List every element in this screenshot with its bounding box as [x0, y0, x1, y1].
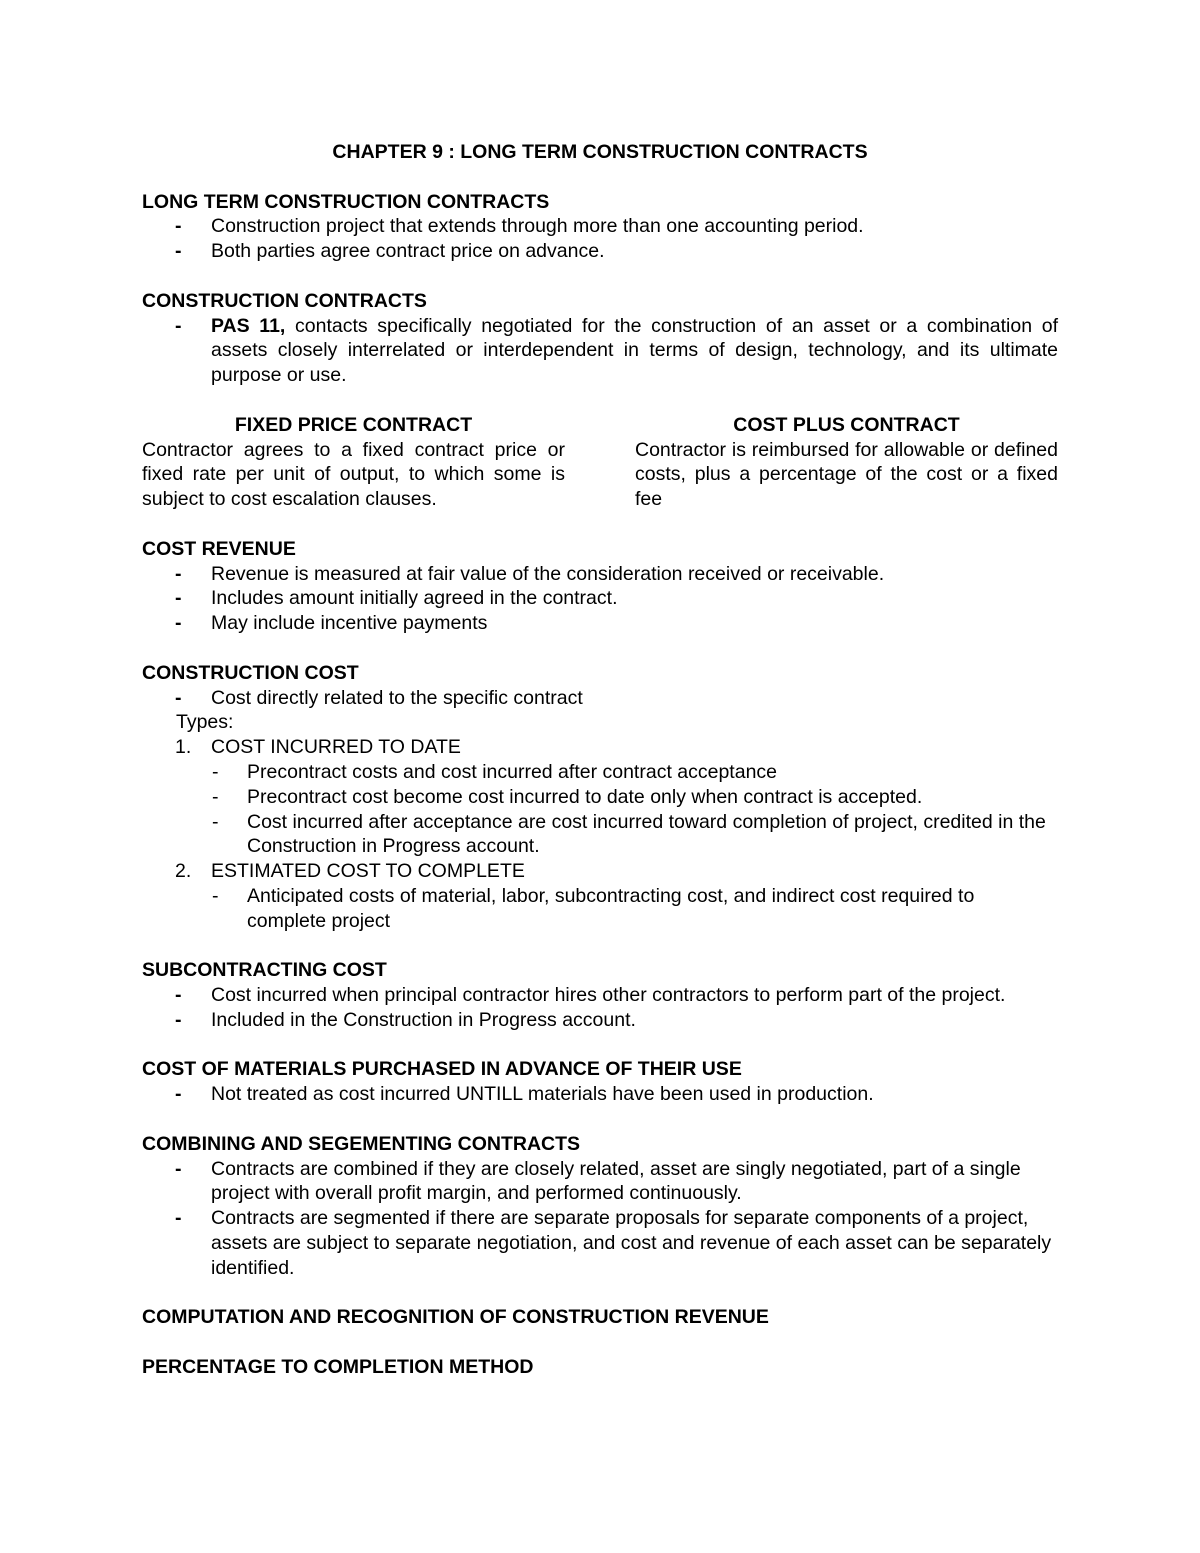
heading-percentage-completion: PERCENTAGE TO COMPLETION METHOD — [142, 1356, 534, 1379]
bullet-dash: - — [175, 587, 182, 610]
list-item: - Contracts are segmented if there are separate proposals for separate components of a project, assets are subject to separate negotiation, and cost and revenue of each asset can be separately identified. — [142, 1206, 1058, 1280]
fixed-price-heading: FIXED PRICE CONTRACT — [234, 413, 473, 436]
list-item: - May include incentive payments — [142, 611, 1058, 636]
list-item: - Contracts are combined if they are closely related, asset are singly negotiated, part of a single project with overall profit margin, and performed continuously. — [142, 1157, 1058, 1207]
heading-combining-segmenting: COMBINING AND SEGEMENTING CONTRACTS — [142, 1132, 581, 1155]
pas-definition: contacts specifically negotiated for the construction of an asset or a combination of assets closely interrelated or interdependent in terms of design, technology, and its ultimate purpose or use. — [211, 314, 1058, 387]
heading-computation-recognition: COMPUTATION AND RECOGNITION OF CONSTRUCTION REVENUE — [142, 1306, 769, 1329]
list-item: - Revenue is measured at fair value of the consideration received or receivable. — [142, 562, 1058, 587]
bullet-dash: - — [175, 240, 182, 263]
heading-long-term-contracts: LONG TERM CONSTRUCTION CONTRACTS — [142, 190, 550, 213]
bullet-dash: - — [175, 1207, 182, 1230]
bullet-dash: - — [175, 215, 182, 238]
list-item — [142, 314, 1058, 388]
list-item: - Includes amount initially agreed in the contract. — [142, 586, 1058, 611]
bullet-dash: - — [175, 1083, 182, 1106]
heading-cost-revenue: COST REVENUE — [142, 537, 296, 560]
bullet-dash: - — [175, 686, 182, 709]
bullet-dash: - — [175, 1157, 182, 1180]
pas-reference: PAS 11, — [211, 314, 286, 337]
bullet-dash: - — [175, 984, 182, 1007]
list-item: - Not treated as cost incurred UNTILL materials have been used in production. — [142, 1082, 1058, 1107]
list-item: - Included in the Construction in Progress account. — [142, 1008, 1058, 1033]
sub-list-item: - Precontract cost become cost incurred to date only when contract is accepted. — [212, 785, 923, 808]
bullet-dash: - — [175, 314, 182, 337]
list-item: - Cost incurred when principal contractor hires other contractors to perform part of the project. — [142, 983, 1058, 1008]
numbered-item: 1. COST INCURRED TO DATE — [175, 736, 461, 759]
page-title: CHAPTER 9 : LONG TERM CONSTRUCTION CONTRACTS — [332, 141, 868, 163]
sub-list-item: - Anticipated costs of material, labor, subcontracting cost, and indirect cost required to complete project — [212, 884, 975, 932]
heading-materials-advance: COST OF MATERIALS PURCHASED IN ADVANCE OF THEIR USE — [142, 1058, 742, 1081]
fixed-price-column — [142, 413, 565, 512]
numbered-item: 2. ESTIMATED COST TO COMPLETE — [175, 860, 525, 883]
fixed-price-body: Contractor agrees to a fixed contract price or fixed rate per unit of output, to which some is subject to cost escalation clauses. — [142, 438, 565, 511]
document-page — [142, 140, 1058, 1380]
bullet-dash: - — [175, 612, 182, 635]
heading-construction-contracts: CONSTRUCTION CONTRACTS — [142, 289, 427, 312]
list-item: - Cost directly related to the specific contract — [142, 686, 1058, 711]
heading-subcontracting-cost: SUBCONTRACTING COST — [142, 959, 387, 982]
cost-plus-body: Contractor is reimbursed for allowable or defined costs, plus a percentage of the cost or a fixed fee — [635, 438, 1058, 511]
types-label: Types: — [176, 711, 234, 734]
bullet-dash: - — [175, 562, 182, 585]
sub-list-item: - Cost incurred after acceptance are cost incurred toward completion of project, credited in the Construction in Progress account. — [212, 810, 1046, 858]
cost-plus-heading: COST PLUS CONTRACT — [733, 413, 960, 436]
contract-types — [142, 413, 1058, 512]
cost-plus-column — [635, 413, 1058, 512]
heading-construction-cost: CONSTRUCTION COST — [142, 661, 359, 684]
bullet-dash: - — [175, 1008, 182, 1031]
sub-list-item: - Precontract costs and cost incurred after contract acceptance — [212, 760, 778, 783]
list-item: - Construction project that extends through more than one accounting period. — [142, 214, 1058, 239]
list-item: - Both parties agree contract price on advance. — [142, 239, 1058, 264]
